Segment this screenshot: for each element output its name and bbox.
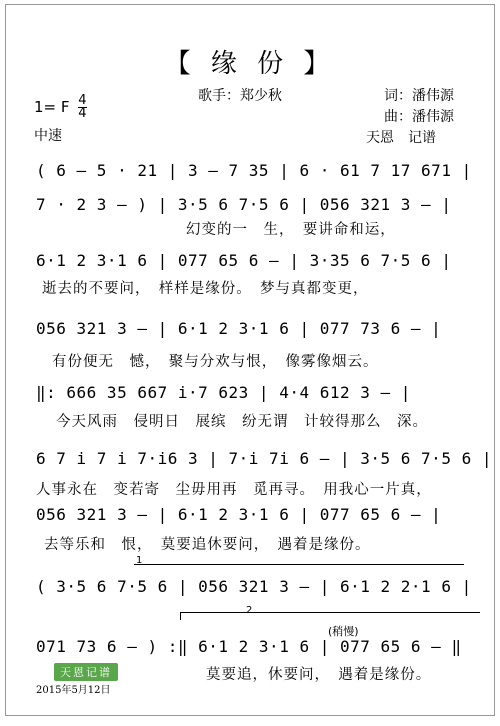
lyric-row-6: 人事永在 变若寄 尘毋用再 觅再寻。 用我心一片真， bbox=[36, 482, 432, 498]
arranger-credit: 天恩 记谱 bbox=[366, 130, 436, 146]
tempo-marking: 中速 bbox=[34, 128, 62, 144]
key-label: 1= F bbox=[34, 98, 70, 116]
notation-row-1: ( 6 – 5 · 21 | 3 – 7 35 | 6 · 61 7 17 671 | bbox=[36, 161, 472, 180]
notation-row-2: 7 · 2 3 – ) | 3·5 6 7·5 6 | 056 321 3 – | bbox=[36, 195, 452, 214]
lyric-row-2: 幻变的一 生， 要讲命和运， bbox=[186, 222, 396, 238]
time-signature bbox=[78, 95, 86, 120]
score-sheet bbox=[5, 4, 495, 716]
lyric-row-5: 今天风雨 侵明日 展缤 纷无谓 计较得那么 深。 bbox=[56, 414, 428, 430]
volta-1-number: 1 bbox=[136, 555, 143, 566]
composer-credit: 曲：潘伟源 bbox=[384, 109, 454, 125]
volta-2-start-tick bbox=[180, 612, 181, 620]
key-signature bbox=[34, 95, 87, 120]
volta-2-number: 2 bbox=[246, 605, 253, 616]
lyric-row-4: 有份便无 憾， 聚与分欢与恨， 像雾像烟云。 bbox=[52, 354, 379, 370]
lyricist-credit: 词：潘伟源 bbox=[384, 88, 454, 104]
arranger-stamp: 天恩记谱 bbox=[54, 663, 118, 681]
time-denominator: 4 bbox=[78, 106, 87, 121]
notation-row-8: ( 3·5 6 7·5 6 | 056 321 3 – | 6·1 2 2·1 6 | bbox=[36, 577, 472, 596]
notation-row-5: ‖: 666 35 667 i·7 623 | 4·4 612 3 – | bbox=[36, 383, 411, 402]
time-numerator: 4 bbox=[78, 93, 87, 108]
notation-row-7: 056 321 3 – | 6·1 2 3·1 6 | 077 65 6 – | bbox=[36, 505, 442, 524]
expression-marking: (稍慢) bbox=[328, 625, 359, 638]
volta-1-bracket bbox=[134, 564, 464, 565]
singer-credit: 歌手：郑少秋 bbox=[198, 88, 282, 104]
volta-2-bracket bbox=[180, 612, 480, 613]
notation-row-9: 071 73 6 – ) :‖ 6·1 2 3·1 6 | 077 65 6 – ‖ bbox=[36, 637, 462, 656]
lyric-row-7: 去等乐和 恨， 莫要追休要问， 遇着是缘份。 bbox=[44, 537, 371, 553]
notation-row-3: 6·1 2 3·1 6 | 077 65 6 – | 3·35 6 7·5 6 | bbox=[36, 251, 452, 270]
lyric-row-9: 莫要追，休要问， 遇着是缘份。 bbox=[206, 667, 432, 683]
notation-row-4: 056 321 3 – | 6·1 2 3·1 6 | 077 73 6 – | bbox=[36, 319, 442, 338]
notation-row-6: 6 7 i 7 i 7·i6 3 | 7·i 7i 6 – | 3·5 6 7·5 6 | bbox=[36, 449, 492, 468]
song-title: 【 缘 份 】 bbox=[164, 49, 336, 79]
lyric-row-3: 逝去的不要问， 样样是缘份。 梦与真都变更， bbox=[42, 281, 369, 297]
date-label: 2015年5月12日 bbox=[36, 685, 111, 696]
